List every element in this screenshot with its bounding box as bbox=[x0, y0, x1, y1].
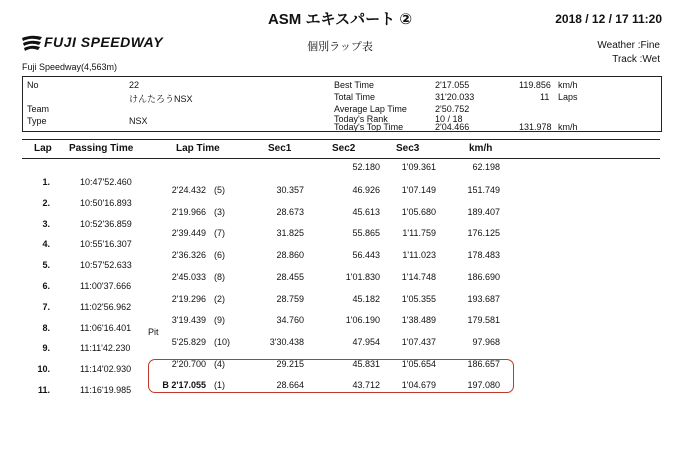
best-speed: 119.856 bbox=[519, 80, 551, 90]
lap-rank: (3) bbox=[214, 207, 225, 217]
passing-time: 11:00'37.666 bbox=[80, 281, 132, 291]
lap-number: 5. bbox=[42, 260, 50, 270]
laps-value: 11 bbox=[540, 92, 550, 102]
circuit-name: Fuji Speedway(4,563m) bbox=[22, 62, 118, 72]
lap-rank: (6) bbox=[214, 250, 225, 260]
passing-time: 11:14'02.930 bbox=[80, 364, 132, 374]
type-value: NSX bbox=[129, 116, 148, 126]
lap-number: 7. bbox=[42, 302, 50, 312]
sec1-value: 28.759 bbox=[276, 294, 304, 304]
logo-swoosh-icon bbox=[20, 34, 44, 52]
sec3-value: 1'11.023 bbox=[402, 250, 436, 260]
speed-value: 97.968 bbox=[472, 337, 500, 347]
passing-time: 10:52'36.859 bbox=[80, 219, 132, 229]
passing-time: 11:11'42.230 bbox=[80, 343, 131, 353]
sec3-value: 1'05.654 bbox=[401, 359, 436, 369]
lap-time: 2'45.033 bbox=[171, 272, 206, 282]
lap-rank: (4) bbox=[214, 359, 225, 369]
sec2-value: 45.831 bbox=[352, 359, 380, 369]
driver-info-box bbox=[22, 76, 662, 132]
sec2-value: 45.182 bbox=[352, 294, 380, 304]
sec1-value: 3'30.438 bbox=[269, 337, 304, 347]
top-time-value: 2'04.466 bbox=[435, 122, 470, 132]
initial-kmh: 62.198 bbox=[472, 162, 500, 172]
sec3-value: 1'05.680 bbox=[401, 207, 436, 217]
speed-value: 186.657 bbox=[467, 359, 500, 369]
sec3-value: 1'11.759 bbox=[402, 228, 436, 238]
speed-value: 193.687 bbox=[467, 294, 500, 304]
no-label: No bbox=[27, 80, 39, 90]
report-datetime: 2018 / 12 / 17 11:20 bbox=[555, 12, 662, 26]
col-sec2: Sec2 bbox=[332, 143, 356, 154]
speed-value: 189.407 bbox=[467, 207, 500, 217]
best-time-label: Best Time bbox=[334, 80, 375, 90]
speed-value: 151.749 bbox=[467, 185, 500, 195]
report-title: ASM エキスパート ② bbox=[267, 11, 413, 28]
type-label: Type bbox=[27, 116, 47, 126]
lap-number: 6. bbox=[42, 281, 50, 291]
team-label: Team bbox=[27, 104, 50, 114]
passing-time: 10:47'52.460 bbox=[80, 177, 132, 187]
lap-time: 2'39.449 bbox=[171, 228, 206, 238]
sec1-value: 28.664 bbox=[276, 380, 304, 390]
total-time-label: Total Time bbox=[334, 92, 376, 102]
sec3-value: 1'14.748 bbox=[401, 272, 436, 282]
avg-lap-label: Average Lap Time bbox=[334, 104, 407, 114]
track-label: Track :Wet bbox=[612, 54, 660, 65]
rank-label: Today's Rank bbox=[334, 114, 388, 124]
lap-time: 2'20.700 bbox=[171, 359, 206, 369]
col-passing-time: Passing Time bbox=[69, 143, 134, 154]
lap-number: 3. bbox=[42, 219, 50, 229]
report-subtitle: 個別ラップ表 bbox=[307, 41, 373, 53]
best-lap-highlight bbox=[148, 359, 514, 393]
weather-label: Weather :Fine bbox=[597, 40, 660, 51]
sec2-value: 56.443 bbox=[352, 250, 380, 260]
best-speed-unit: km/h bbox=[558, 80, 578, 90]
passing-time: 11:06'16.401 bbox=[80, 323, 132, 333]
table-top-rule bbox=[22, 139, 660, 140]
lap-time: B 2'17.055 bbox=[162, 380, 206, 390]
top-speed: 131.978 bbox=[519, 122, 552, 132]
sec1-value: 28.673 bbox=[276, 207, 304, 217]
pit-marker: Pit bbox=[148, 327, 159, 337]
avg-lap-value: 2'50.752 bbox=[435, 104, 470, 114]
sec1-value: 29.215 bbox=[276, 359, 304, 369]
sec3-value: 1'05.355 bbox=[401, 294, 436, 304]
lap-time: 3'19.439 bbox=[171, 315, 206, 325]
sec1-value: 31.825 bbox=[276, 228, 304, 238]
lap-number: 2. bbox=[42, 198, 50, 208]
initial-sec3: 1'09.361 bbox=[401, 162, 436, 172]
lap-rank: (9) bbox=[214, 315, 225, 325]
lap-rank: (5) bbox=[214, 185, 225, 195]
passing-time: 11:16'19.985 bbox=[80, 385, 132, 395]
lap-time: 2'19.966 bbox=[171, 207, 206, 217]
lap-rank: (7) bbox=[214, 228, 225, 238]
speed-value: 197.080 bbox=[467, 380, 500, 390]
sec2-value: 1'06.190 bbox=[345, 315, 380, 325]
sec2-value: 46.926 bbox=[352, 185, 380, 195]
driver-name: けんたろうNSX bbox=[129, 94, 193, 104]
total-time-value: 31'20.033 bbox=[435, 92, 475, 102]
sec3-value: 1'07.149 bbox=[401, 185, 436, 195]
sec3-value: 1'38.489 bbox=[401, 315, 436, 325]
sec2-value: 1'01.830 bbox=[345, 272, 380, 282]
sec3-value: 1'04.679 bbox=[401, 380, 436, 390]
sec2-value: 45.613 bbox=[352, 207, 380, 217]
col-lap-time: Lap Time bbox=[176, 143, 220, 154]
speed-value: 176.125 bbox=[467, 228, 500, 238]
col-lap: Lap bbox=[34, 143, 52, 154]
table-header-rule bbox=[22, 158, 660, 159]
sec1-value: 30.357 bbox=[276, 185, 304, 195]
top-time-label: Today's Top Time bbox=[334, 122, 404, 132]
no-value: 22 bbox=[129, 80, 140, 90]
sec2-value: 55.865 bbox=[352, 228, 380, 238]
laps-unit: Laps bbox=[558, 92, 578, 102]
sec1-value: 34.760 bbox=[276, 315, 304, 325]
lap-number: 4. bbox=[42, 239, 50, 249]
lap-number: 8. bbox=[42, 323, 50, 333]
best-time-value: 2'17.055 bbox=[435, 80, 470, 90]
lap-number: 11. bbox=[37, 385, 50, 395]
col-sec1: Sec1 bbox=[268, 143, 292, 154]
col-kmh: km/h bbox=[469, 143, 493, 154]
top-speed-unit: km/h bbox=[558, 122, 578, 132]
lap-time: 2'19.296 bbox=[171, 294, 206, 304]
passing-time: 10:50'16.893 bbox=[80, 198, 132, 208]
lap-rank: (2) bbox=[214, 294, 225, 304]
lap-number: 9. bbox=[42, 343, 50, 353]
lap-rank: (1) bbox=[214, 380, 225, 390]
sec1-value: 28.455 bbox=[276, 272, 304, 282]
lap-rank: (8) bbox=[214, 272, 225, 282]
speed-value: 186.690 bbox=[467, 272, 500, 282]
logo-text: FUJI SPEEDWAY bbox=[44, 34, 164, 50]
lap-time: 2'24.432 bbox=[171, 185, 206, 195]
speed-value: 178.483 bbox=[467, 250, 500, 260]
lap-rank: (10) bbox=[214, 337, 231, 347]
lap-number: 1. bbox=[42, 177, 50, 187]
speed-value: 179.581 bbox=[467, 315, 500, 325]
sec3-value: 1'07.437 bbox=[401, 337, 436, 347]
fuji-speedway-logo bbox=[20, 34, 200, 54]
lap-time: 5'25.829 bbox=[171, 337, 206, 347]
initial-sec2: 52.180 bbox=[352, 162, 380, 172]
rank-value: 10 / 18 bbox=[435, 114, 463, 124]
sec2-value: 43.712 bbox=[352, 380, 380, 390]
lap-number: 10. bbox=[37, 364, 50, 374]
lap-time: 2'36.326 bbox=[171, 250, 206, 260]
passing-time: 11:02'56.962 bbox=[80, 302, 132, 312]
passing-time: 10:55'16.307 bbox=[80, 239, 132, 249]
col-sec3: Sec3 bbox=[396, 143, 420, 154]
sec2-value: 47.954 bbox=[352, 337, 380, 347]
sec1-value: 28.860 bbox=[276, 250, 304, 260]
passing-time: 10:57'52.633 bbox=[80, 260, 132, 270]
